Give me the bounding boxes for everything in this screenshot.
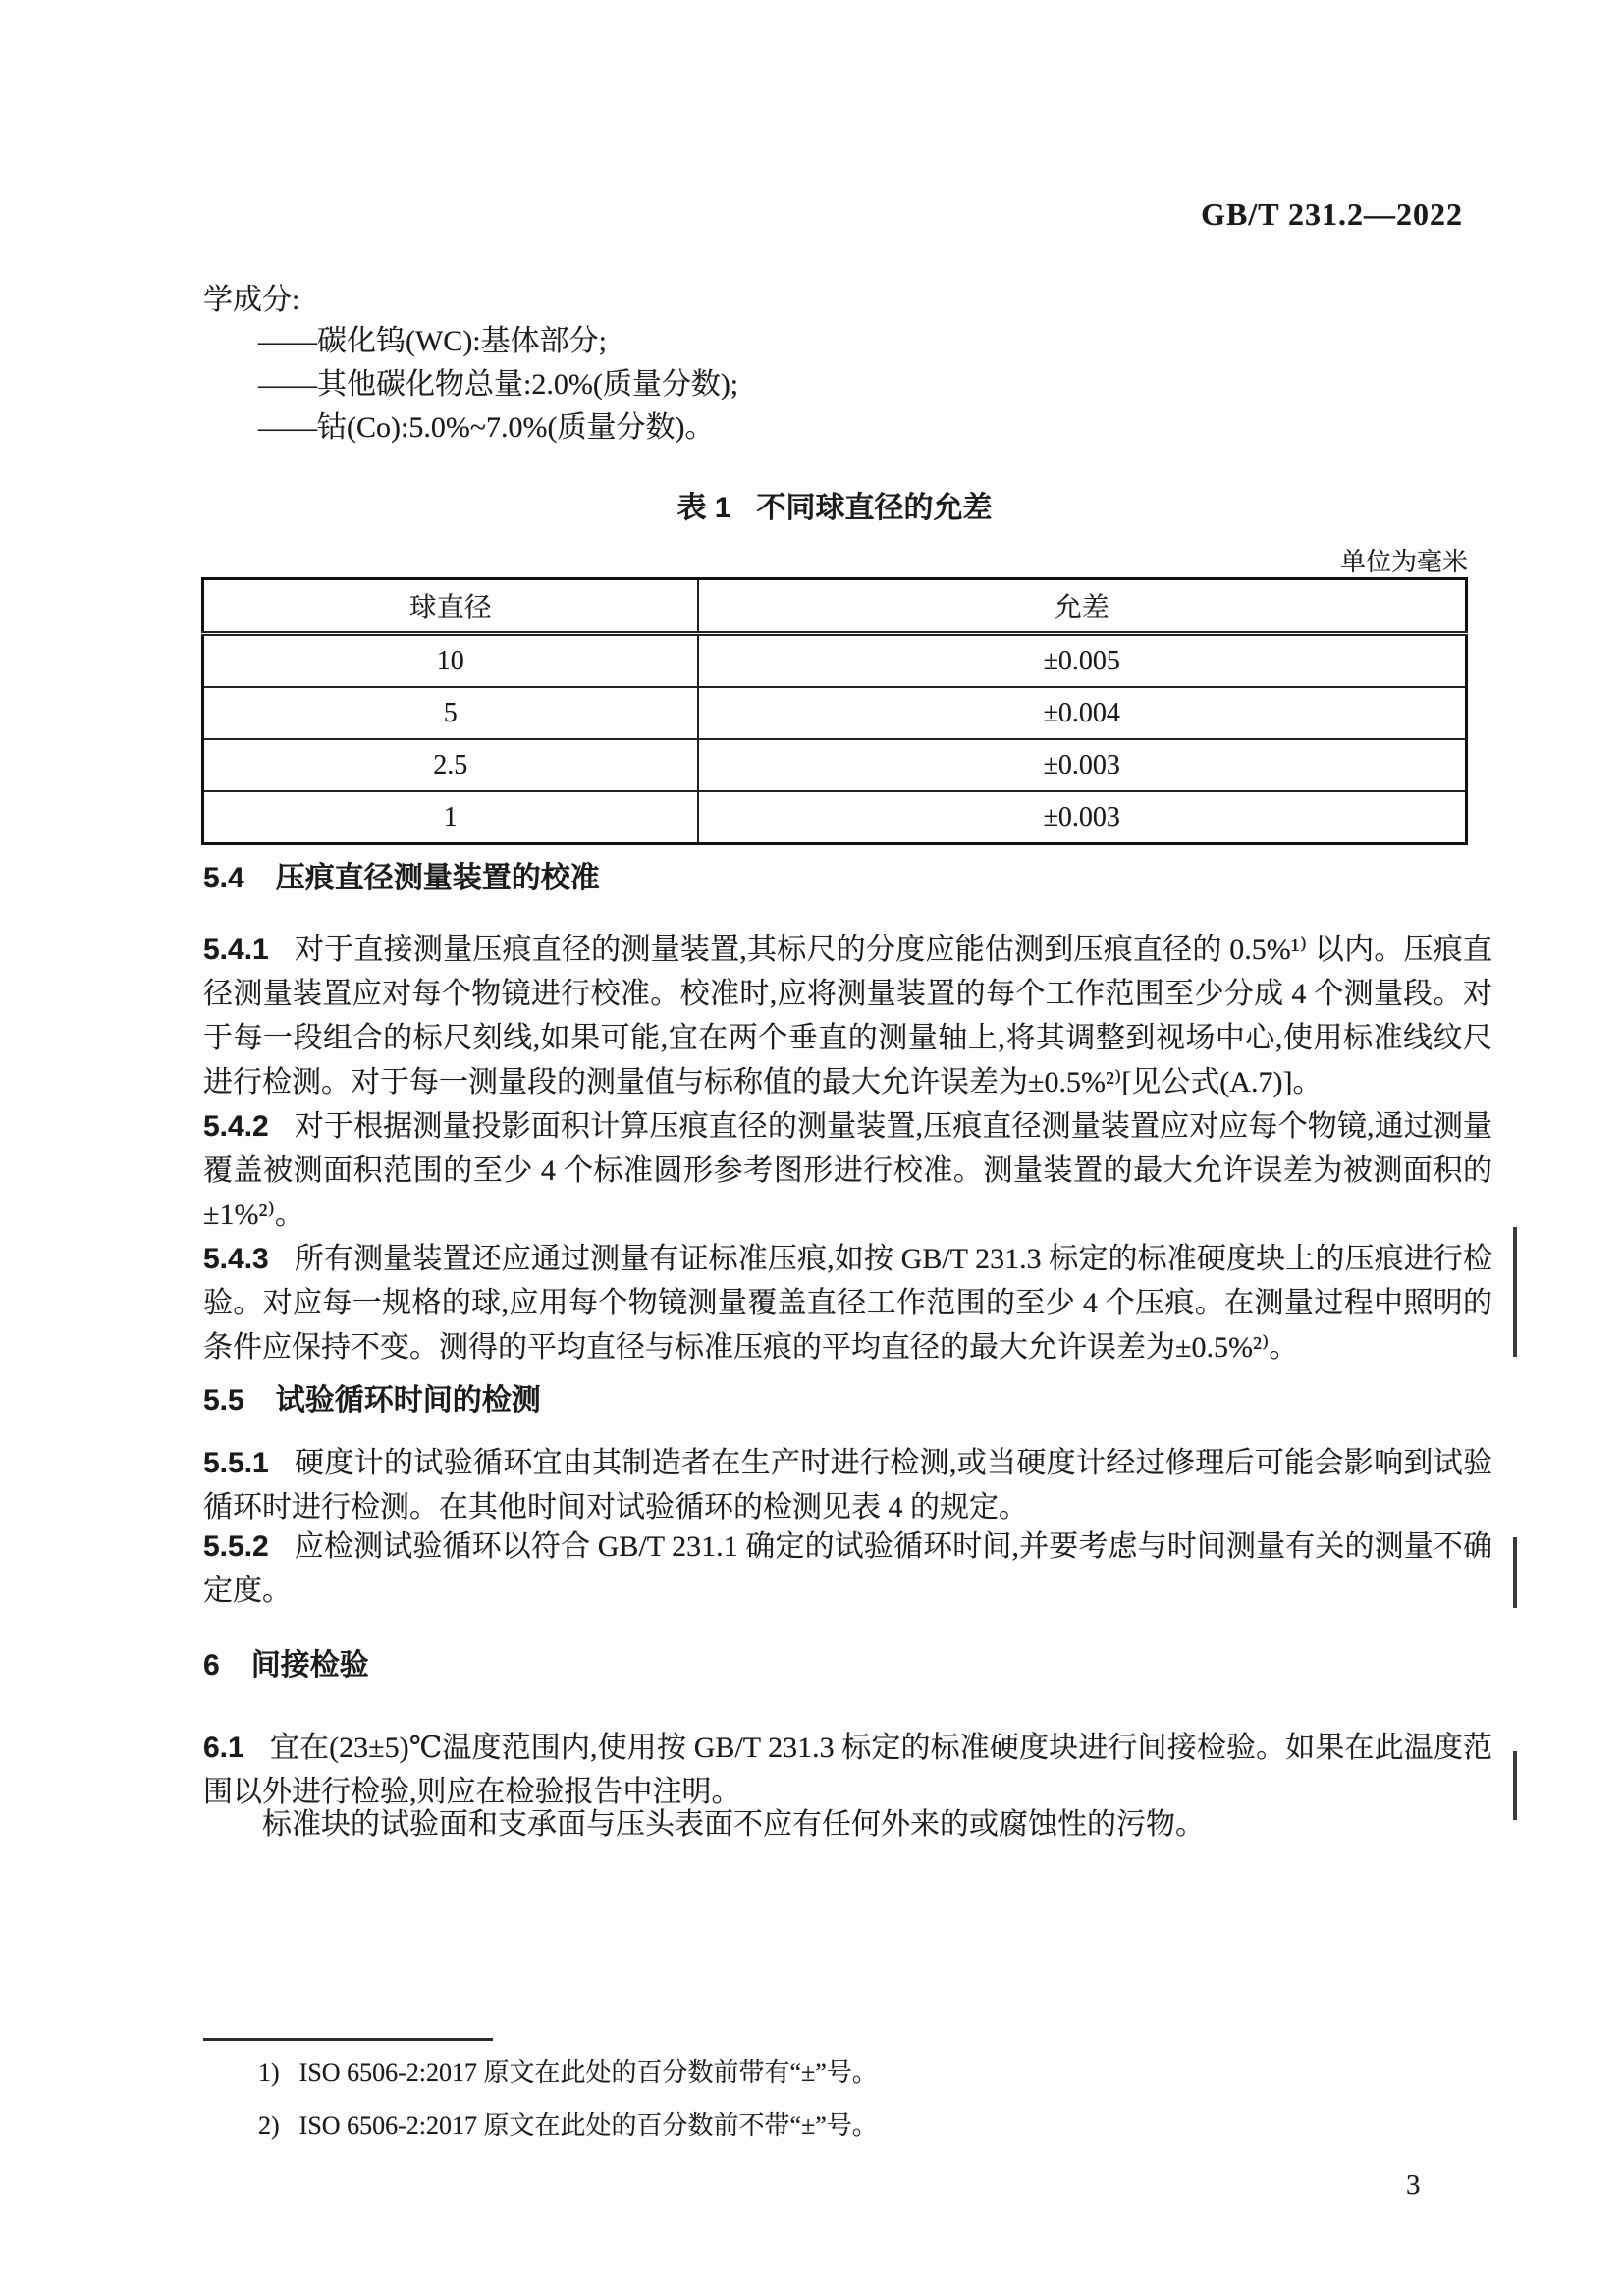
- clause-number: 5.5.2: [203, 1530, 269, 1563]
- list-item: ——其他碳化物总量:2.0%(质量分数);: [258, 368, 739, 400]
- table-caption: [201, 483, 1468, 526]
- cell-tolerance: ±0.004: [698, 687, 1467, 739]
- revision-change-bar: [1513, 1751, 1517, 1820]
- section-heading-6: [203, 1647, 1492, 1684]
- clause-number: 5.4.2: [203, 1110, 269, 1143]
- table-1: [201, 577, 1468, 845]
- composition-list: [258, 320, 738, 450]
- paragraph-6-note: 标准块的试验面和支承面与压头表面不应有任何外来的或腐蚀性的污物。: [262, 1808, 1205, 1841]
- clause-number: 5.5.1: [203, 1447, 269, 1479]
- clause-text: 对于直接测量压痕直径的测量装置,其标尺的分度应能估测到压痕直径的 0.5%¹⁾ 以内。压痕直径测量装置应对每个物镜进行校准。校准时,应将测量装置的每个工作范围至少分成 4 个测量段。对于每一段组合的标尺刻线,如果可能,宜在两个垂直的测量轴上,将其调整到视场中心,使用标准线纹尺进行检测。对于每一测量段的测量值与标称值的最大允许误差为±0.5%²⁾[见公式(A.7)]。: [203, 934, 1492, 1098]
- section-number: 6: [203, 1649, 220, 1682]
- footnote-1: [258, 2057, 1387, 2089]
- list-item: ——钴(Co):5.0%~7.0%(质量分数)。: [258, 411, 715, 444]
- paragraph-6-1: [203, 1726, 1492, 1814]
- clause-number: 5.4.3: [203, 1243, 269, 1275]
- clause-text: 硬度计的试验循环宜由其制造者在生产时进行检测,或当硬度计经过修理后可能会影响到试验循环时进行检测。在其他时间对试验循环的检测见表 4 的规定。: [203, 1447, 1492, 1523]
- intro-lead: 学成分:: [203, 284, 300, 316]
- column-header-tolerance: 允差: [698, 579, 1467, 634]
- cell-tolerance: ±0.005: [698, 634, 1467, 688]
- page-number: 3: [1406, 2169, 1421, 2201]
- standard-number: GB/T 231.2—2022: [1201, 196, 1463, 232]
- section-heading-5-5: [203, 1382, 1492, 1419]
- cell-tolerance: ±0.003: [698, 791, 1467, 844]
- cell-ball-diameter: 2.5: [203, 739, 698, 791]
- clause-text: 宜在(23±5)℃温度范围内,使用按 GB/T 231.3 标定的标准硬度块进行间接检验。如果在此温度范围以外进行检验,则应在检验报告中注明。: [203, 1732, 1492, 1808]
- clause-number: 6.1: [203, 1732, 244, 1764]
- footnote-marker: 2): [258, 2111, 280, 2140]
- table-caption-title: 不同球直径的允差: [756, 492, 993, 524]
- paragraph-5-4-2: [203, 1104, 1492, 1237]
- table-row: [203, 739, 1467, 791]
- section-title: 压痕直径测量装置的校准: [275, 862, 600, 894]
- section-number: 5.4: [203, 862, 244, 894]
- clause-text: 对于根据测量投影面积计算压痕直径的测量装置,压痕直径测量装置应对应每个物镜,通过测量覆盖被测面积范围的至少 4 个标准圆形参考图形进行校准。测量装置的最大允许误差为被测面积的±1%²⁾。: [203, 1110, 1492, 1231]
- paragraph-5-5-2: [203, 1524, 1492, 1613]
- table-caption-label: 表 1: [676, 492, 731, 524]
- table-row: [203, 791, 1467, 844]
- paragraph-5-5-1: [203, 1441, 1492, 1529]
- table-header-row: [203, 579, 1467, 634]
- cell-ball-diameter: 10: [203, 634, 698, 688]
- footnote-2: [258, 2110, 1387, 2142]
- clause-number: 5.4.1: [203, 934, 269, 966]
- section-heading-5-4: [203, 860, 1492, 897]
- section-number: 5.5: [203, 1384, 244, 1416]
- paragraph-5-4-3: [203, 1237, 1492, 1369]
- section-title: 间接检验: [250, 1649, 369, 1682]
- table-row: [203, 687, 1467, 739]
- footnote-text: ISO 6506-2:2017 原文在此处的百分数前带有“±”号。: [298, 2058, 878, 2087]
- cell-tolerance: ±0.003: [698, 739, 1467, 791]
- revision-change-bar: [1513, 1537, 1517, 1608]
- footnote-text: ISO 6506-2:2017 原文在此处的百分数前不带“±”号。: [298, 2111, 878, 2140]
- column-header-ball-diameter: 球直径: [203, 579, 698, 634]
- paragraph-5-4-1: [203, 928, 1492, 1104]
- footnote-divider: [203, 2038, 493, 2041]
- footnote-marker: 1): [258, 2058, 280, 2087]
- cell-ball-diameter: 5: [203, 687, 698, 739]
- unit-note: 单位为毫米: [1339, 548, 1468, 576]
- cell-ball-diameter: 1: [203, 791, 698, 844]
- section-title: 试验循环时间的检测: [275, 1384, 541, 1416]
- table-row: [203, 634, 1467, 688]
- clause-text: 应检测试验循环以符合 GB/T 231.1 确定的试验循环时间,并要考虑与时间测量有关的测量不确定度。: [203, 1530, 1492, 1607]
- list-item: ——碳化钨(WC):基体部分;: [258, 325, 607, 357]
- clause-text: 所有测量装置还应通过测量有证标准压痕,如按 GB/T 231.3 标定的标准硬度块上的压痕进行检验。对应每一规格的球,应用每个物镜测量覆盖直径工作范围的至少 4 个压痕。在测量过程中照明的条件应保持不变。测得的平均直径与标准压痕的平均直径的最大允许误差为±0.5%²⁾。: [203, 1243, 1492, 1363]
- revision-change-bar: [1513, 1227, 1517, 1357]
